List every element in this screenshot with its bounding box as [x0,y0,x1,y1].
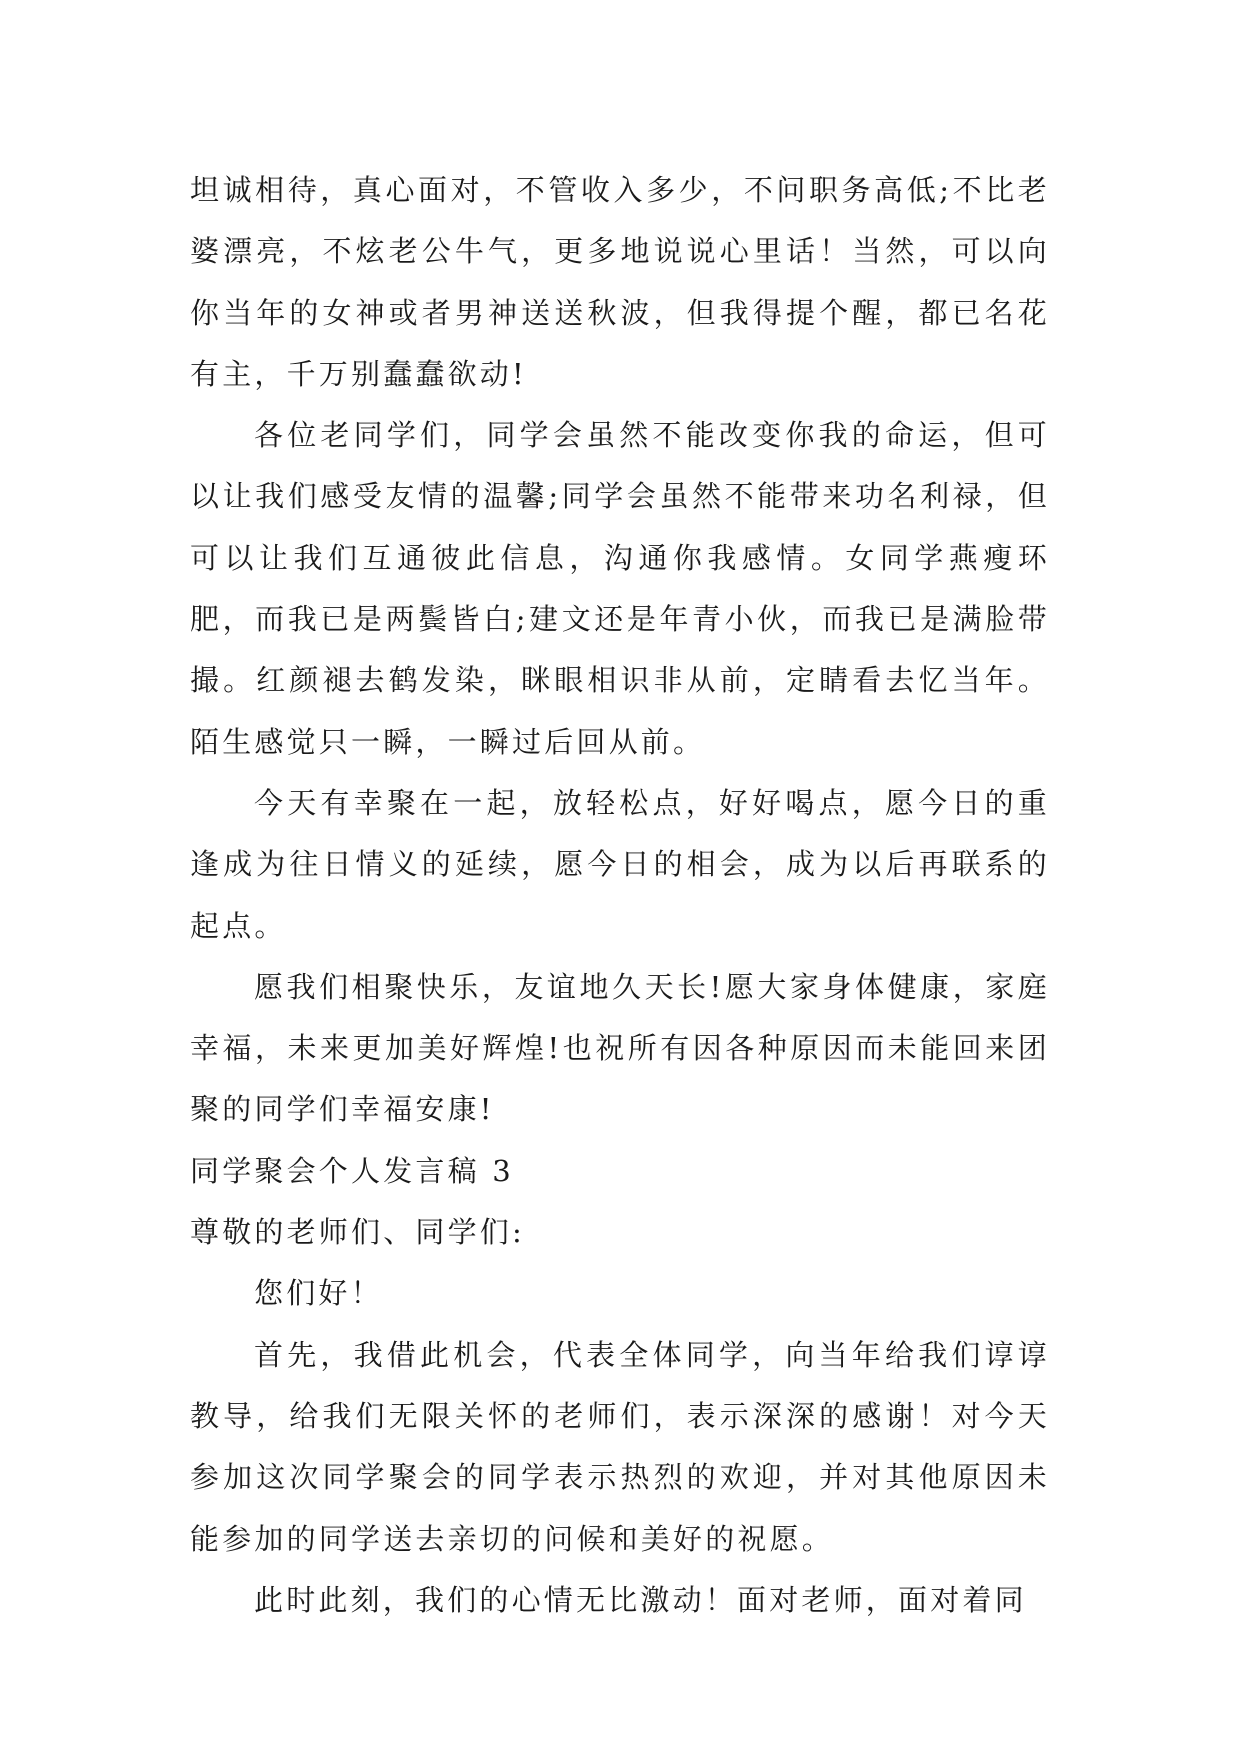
paragraph-classmates: 各位老同学们，同学会虽然不能改变你我的命运，但可以让我们感受友情的温馨;同学会虽然不能带来功名利禄，但可以让我们互通彼此信息，沟通你我感情。女同学燕瘦环肥，而我已是两鬓皆白;建文还是年青小伙，而我已是满脸带撮。红颜褪去鹤发染，眯眼相识非从前，定睛看去忆当年。陌生感觉只一瞬，一瞬过后回从前。 [190,418,1050,759]
paragraph-wishes: 愿我们相聚快乐，友谊地久天长!愿大家身体健康，家庭幸福，未来更加美好辉煌!也祝所有因各种原因而未能回来团聚的同学们幸福安康! [190,969,1050,1127]
paragraph-today: 今天有幸聚在一起，放轻松点，好好喝点，愿今日的重逢成为往日情义的延续，愿今日的相会，成为以后再联系的起点。 [190,785,1050,943]
greeting: 您们好！ [254,1276,383,1311]
salutation: 尊敬的老师们、同学们: [190,1215,525,1250]
document-body [190,160,1050,1631]
paragraph-moment: 此时此刻，我们的心情无比激动！面对老师，面对着同 [254,1582,1027,1617]
paragraph-continuation: 坦诚相待，真心面对，不管收入多少，不问职务高低;不比老婆漂亮，不炫老公牛气，更多地说说心里话！当然，可以向你当年的女神或者男神送送秋波，但我得提个醒，都已名花有主，千万别蠢蠢欲动! [190,173,1050,391]
paragraph-thanks: 首先，我借此机会，代表全体同学，向当年给我们谆谆教导，给我们无限关怀的老师们，表示深深的感谢！对今天参加这次同学聚会的同学表示热烈的欢迎，并对其他原因未能参加的同学送去亲切的问候和美好的祝愿。 [190,1337,1050,1556]
section-title: 同学聚会个人发言稿 3 [190,1153,514,1188]
